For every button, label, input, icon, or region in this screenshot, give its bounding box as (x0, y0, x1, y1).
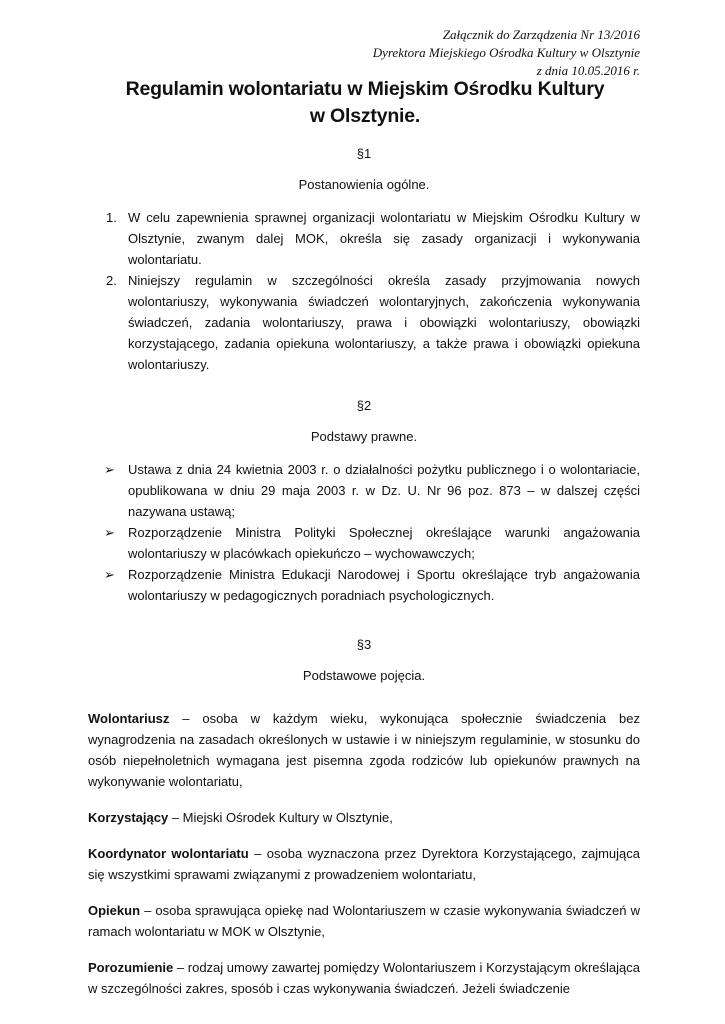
list-item-text: Niniejszy regulamin w szczególności określa zasady przyjmowania nowych wolontariuszy, wykonywania świadczeń wolontaryjnych, zakończenia wykonywania świadczeń, zadania wolontariuszy, prawa i obowiązki wolontariuszy, obowiązki korzystającego, zadania opiekuna wolontariuszy, a także prawa i obowiązki opiekuna wolontariuszy. (128, 273, 640, 372)
list-item (88, 270, 640, 375)
definition (88, 807, 640, 828)
definition-text: – rodzaj umowy zawartej pomiędzy Wolontariuszem i Korzystającym określająca w szczególności zakres, sposób i czas wykonywania świadczeń. Jeżeli świadczenie (88, 960, 640, 996)
definition-term: Koordynator wolontariatu (88, 846, 249, 861)
section-heading: Postanowienia ogólne. (298, 177, 430, 192)
title-line-2: w Olsztynie. (309, 105, 421, 127)
definition (88, 843, 640, 885)
arrow-bullet-icon: ➢ (104, 462, 115, 477)
bullet-list (88, 459, 640, 606)
attachment-header (373, 26, 640, 80)
header-line-1: Załącznik do Zarządzenia Nr 13/2016 (442, 27, 640, 42)
arrow-bullet-icon: ➢ (104, 567, 115, 582)
definition-term: Opiekun (88, 903, 141, 918)
section-heading: Podstawy prawne. (310, 429, 418, 444)
definition (88, 900, 640, 942)
document-title (80, 76, 650, 130)
header-line-3: z dnia 10.05.2016 r. (536, 63, 640, 78)
list-number: 2. (106, 273, 117, 288)
numbered-list (88, 207, 640, 375)
section-number: §1 (356, 146, 372, 161)
header-line-2: Dyrektora Miejskiego Ośrodka Kultury w Olsztynie (372, 45, 640, 60)
section-number: §2 (356, 398, 372, 413)
list-item (88, 459, 640, 522)
list-item-text: Ustawa z dnia 24 kwietnia 2003 r. o działalności pożytku publicznego i o wolontariacie, opublikowana w dniu 29 maja 2003 r. w Dz. U. Nr 96 poz. 873 – w dalszej części nazywana ustawą; (128, 462, 640, 519)
document-body (88, 140, 640, 1014)
list-item (88, 207, 640, 270)
list-item-text: Rozporządzenie Ministra Edukacji Narodowej i Sportu określające tryb angażowania wolontariuszy w pedagogicznych poradniach psychologicznych. (128, 567, 640, 603)
definition-text: – osoba sprawująca opiekę nad Wolontariuszem w czasie wykonywania świadczeń w ramach wolontariatu w MOK w Olsztynie, (88, 903, 640, 939)
list-item-text: W celu zapewnienia sprawnej organizacji wolontariatu w Miejskim Ośrodku Kultury w Olsztynie, zwanym dalej MOK, określa się zasady organizacji i wykonywania wolontariatu. (128, 210, 640, 267)
list-number: 1. (106, 210, 117, 225)
definition-text: – osoba wyznaczona przez Dyrektora Korzystającego, zajmująca się wszystkimi sprawami związanymi z prowadzeniem wolontariatu, (88, 846, 641, 882)
section-heading: Podstawowe pojęcia. (302, 668, 426, 683)
definition-text: – Miejski Ośrodek Kultury w Olsztynie, (168, 810, 393, 825)
definition-term: Korzystający (88, 810, 169, 825)
title-line-1: Regulamin wolontariatu w Miejskim Ośrodku Kultury (125, 78, 605, 100)
list-item (88, 564, 640, 606)
list-item-text: Rozporządzenie Ministra Polityki Społecznej określające warunki angażowania wolontariuszy w placówkach opiekuńczo – wychowawczych; (128, 525, 640, 561)
definition-term: Wolontariusz (88, 711, 170, 726)
list-item (88, 522, 640, 564)
definition-text: – osoba w każdym wieku, wykonująca społecznie świadczenia bez wynagrodzenia na zasadach określonych w ustawie i w niniejszym regulaminie, w stosunku do osób niepełnoletnich wymagana jest pisemna zgoda rodziców lub opiekunów prawnych na wykonywanie wolontariatu, (88, 711, 640, 789)
section-number: §3 (356, 637, 372, 652)
definition (88, 708, 640, 792)
definition-term: Porozumienie (88, 960, 174, 975)
definition (88, 957, 640, 999)
arrow-bullet-icon: ➢ (104, 525, 115, 540)
